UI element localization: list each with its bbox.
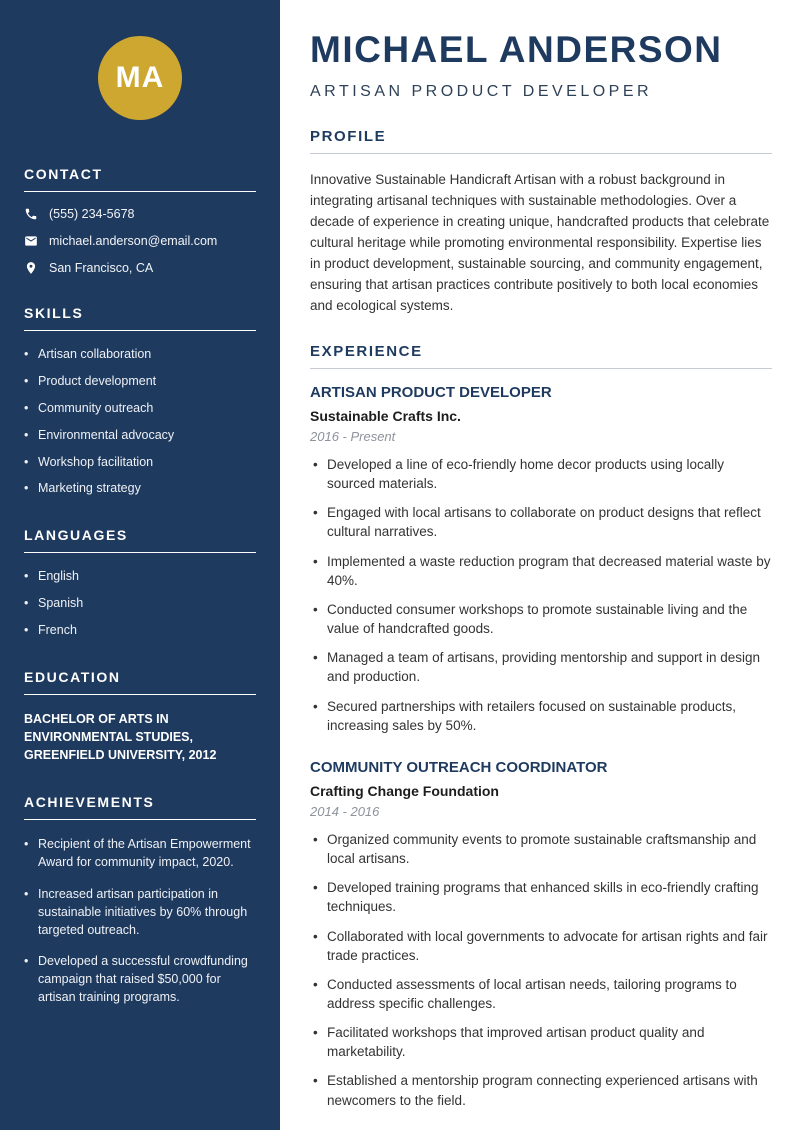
- candidate-headline: ARTISAN PRODUCT DEVELOPER: [310, 82, 653, 100]
- job-bullet: • Developed training programs that enhanced skills in eco-friendly crafting techniques.: [310, 878, 772, 916]
- job-bullet: • Developed a line of eco-friendly home decor products using locally sourced materials.: [310, 455, 772, 493]
- job-bullet: • Established a mentorship program connecting experienced artisans with newcomers to the field.: [310, 1071, 772, 1109]
- sidebar: [0, 0, 280, 1130]
- language-item: • Spanish: [24, 595, 256, 612]
- skills-heading: SKILLS: [24, 305, 256, 331]
- language-item: • French: [24, 622, 256, 639]
- contact-phone-row: [24, 207, 256, 221]
- job-company: Sustainable Crafts Inc.: [310, 408, 461, 425]
- job-company: Crafting Change Foundation: [310, 782, 499, 799]
- job-dates: 2014 - 2016: [310, 803, 380, 819]
- language-item: • English: [24, 568, 256, 585]
- contact-heading: CONTACT: [24, 166, 256, 192]
- job-bullet: • Managed a team of artisans, providing mentorship and support in design and production.: [310, 648, 772, 686]
- profile-section: [310, 128, 772, 316]
- phone-icon: [24, 207, 38, 221]
- experience-job: [310, 384, 772, 735]
- experience-heading: EXPERIENCE: [310, 343, 772, 369]
- contact-location-row: [24, 261, 256, 275]
- job-bullet: • Conducted consumer workshops to promote sustainable living and the value of handcrafted goods.: [310, 600, 772, 638]
- avatar: [98, 36, 182, 120]
- degree-text: BACHELOR OF ARTS IN ENVIRONMENTAL STUDIES, GREENFIELD UNIVERSITY, 2012: [24, 711, 217, 763]
- location-pin-icon: [24, 261, 38, 275]
- achievement-item: • Developed a successful crowdfunding campaign that raised $50,000 for artisan training programs.: [24, 952, 256, 1006]
- achievements-list: [24, 835, 256, 1006]
- contact-email-row: [24, 234, 256, 248]
- languages-list: [24, 568, 256, 639]
- achievements-section: [24, 794, 256, 1006]
- job-bullet: • Secured partnerships with retailers focused on sustainable products, increasing sales by 50%.: [310, 697, 772, 735]
- skill-item: • Community outreach: [24, 400, 256, 417]
- avatar-initials: MA: [115, 61, 165, 94]
- languages-section: [24, 527, 256, 639]
- achievement-item: • Increased artisan participation in sustainable initiatives by 60% through targeted outreach.: [24, 885, 256, 939]
- contact-section: [24, 166, 256, 275]
- avatar-wrap: [24, 36, 256, 120]
- job-title: ARTISAN PRODUCT DEVELOPER: [310, 384, 552, 402]
- job-bullet: • Engaged with local artisans to collaborate on product designs that reflect cultural narratives.: [310, 503, 772, 541]
- job-bullet: • Conducted assessments of local artisan needs, tailoring programs to address specific challenges.: [310, 975, 772, 1013]
- job-bullet: • Implemented a waste reduction program that decreased material waste by 40%.: [310, 552, 772, 590]
- skills-list: [24, 346, 256, 497]
- skill-item: • Marketing strategy: [24, 480, 256, 497]
- languages-heading: LANGUAGES: [24, 527, 256, 553]
- job-bullets: [310, 830, 772, 1110]
- location-text: San Francisco, CA: [49, 261, 154, 275]
- skill-item: • Artisan collaboration: [24, 346, 256, 363]
- phone-number: (555) 234-5678: [49, 207, 135, 221]
- skills-section: [24, 305, 256, 497]
- job-bullets: [310, 455, 772, 735]
- candidate-name: MICHAEL ANDERSON: [310, 29, 723, 70]
- profile-heading: PROFILE: [310, 128, 772, 154]
- main-content: [280, 0, 800, 1130]
- job-title: COMMUNITY OUTREACH COORDINATOR: [310, 758, 608, 776]
- job-bullet: • Organized community events to promote sustainable craftsmanship and local artisans.: [310, 830, 772, 868]
- skill-item: • Environmental advocacy: [24, 427, 256, 444]
- education-section: [24, 669, 256, 764]
- education-heading: EDUCATION: [24, 669, 256, 695]
- profile-text: Innovative Sustainable Handicraft Artisan with a robust background in integrating artisanal techniques with sustainable methodologies. Over a decade of experience in creating unique, handcrafted products that celebrate cultural heritage while promoting environmental responsibility. Expertise lies in product development, sustainable sourcing, and community engagement, ensuring that artisan practices contribute positively to both local economies and ecological systems.: [310, 171, 770, 313]
- achievements-heading: ACHIEVEMENTS: [24, 794, 256, 820]
- job-dates: 2016 - Present: [310, 429, 396, 445]
- experience-job: [310, 759, 772, 1110]
- experience-section: [310, 343, 772, 1110]
- job-bullet: • Collaborated with local governments to advocate for artisan rights and fair trade practices.: [310, 927, 772, 965]
- job-bullet: • Facilitated workshops that improved artisan product quality and marketability.: [310, 1023, 772, 1061]
- achievement-item: • Recipient of the Artisan Empowerment Award for community impact, 2020.: [24, 835, 256, 871]
- email-icon: [24, 234, 38, 248]
- skill-item: • Workshop facilitation: [24, 454, 256, 471]
- email-address: michael.anderson@email.com: [49, 234, 218, 248]
- skill-item: • Product development: [24, 373, 256, 390]
